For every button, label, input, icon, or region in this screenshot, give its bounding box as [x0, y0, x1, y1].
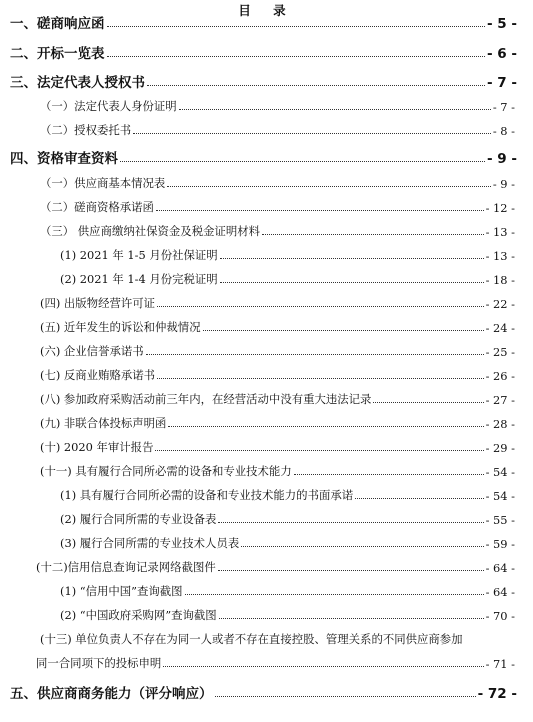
toc-entry[interactable]	[60, 607, 515, 623]
toc-entry-label: 二、开标一览表	[10, 46, 105, 62]
toc-entry[interactable]	[60, 271, 515, 287]
toc-entry-label: (十二)信用信息查询记录网络截图件	[36, 560, 216, 574]
toc-entry[interactable]	[40, 391, 515, 407]
toc-entry-page: - 13 -	[485, 249, 515, 263]
toc-entry-page: - 6 -	[487, 46, 517, 62]
toc-entry[interactable]	[10, 42, 517, 62]
toc-entry-label: (2) 履行合同所需的专业设备表	[60, 512, 217, 526]
toc-entry-page: - 29 -	[485, 441, 515, 455]
dot-leader	[163, 665, 483, 667]
toc-entry-page: - 71 -	[485, 657, 515, 671]
toc-entry-label: (2) 2021 年 1-4 月份完税证明	[60, 272, 218, 286]
toc-entry[interactable]	[40, 439, 515, 455]
toc-entry-page: - 70 -	[485, 609, 515, 623]
toc-entry-page: - 13 -	[485, 225, 515, 239]
dot-leader	[262, 233, 484, 235]
toc-entry[interactable]	[10, 71, 517, 91]
toc-entry[interactable]	[60, 487, 515, 503]
toc-entry[interactable]	[40, 343, 515, 359]
toc-entry[interactable]	[40, 98, 515, 114]
dot-leader	[215, 695, 476, 697]
toc-entry[interactable]	[40, 367, 515, 383]
toc-entry-page: - 55 -	[485, 513, 515, 527]
dot-leader	[120, 160, 485, 162]
toc-entry-line[interactable]: (十三) 单位负责人不存在为同一人或者不存在直接控股、管理关系的不同供应商参加	[40, 632, 463, 646]
toc-entry-label: （二）授权委托书	[40, 123, 132, 137]
toc-entry-page: - 28 -	[485, 417, 515, 431]
toc-entry-label: (1) “信用中国”查询截图	[60, 584, 183, 598]
dot-leader	[168, 425, 483, 427]
toc-entry-page: - 72 -	[477, 686, 517, 702]
dot-leader	[220, 281, 484, 283]
toc-entry[interactable]	[60, 583, 515, 599]
dot-leader	[146, 353, 484, 355]
toc-entry-label: (1) 2021 年 1-5 月份社保证明	[60, 248, 218, 262]
toc-entry-page: - 64 -	[485, 561, 515, 575]
toc-entry-page: - 54 -	[485, 489, 515, 503]
toc-entry[interactable]	[40, 415, 515, 431]
toc-entry[interactable]	[40, 122, 515, 138]
dot-leader	[294, 473, 484, 475]
toc-entry-label: 一、磋商响应函	[10, 16, 105, 32]
toc-entry-label: （一）供应商基本情况表	[40, 176, 166, 190]
toc-entry-label: 五、供应商商务能力（评分响应）	[10, 686, 213, 702]
toc-entry-label: (四) 出版物经营许可证	[40, 296, 156, 310]
toc-entry-label: (八) 参加政府采购活动前三年内，在经营活动中没有重大违法记录	[40, 392, 372, 406]
toc-entry-page: - 26 -	[485, 369, 515, 383]
toc-entry-label: 同一合同项下的投标申明	[36, 656, 162, 670]
toc-entry-label: 三、法定代表人授权书	[10, 75, 145, 91]
toc-entry-page: - 64 -	[485, 585, 515, 599]
toc-entry-page: - 24 -	[485, 321, 515, 335]
toc-entry-page: - 5 -	[487, 16, 517, 32]
toc-entry-label: (九) 非联合体投标声明函	[40, 416, 167, 430]
toc-entry-page: - 54 -	[485, 465, 515, 479]
dot-leader	[179, 108, 491, 110]
toc-entry[interactable]	[60, 247, 515, 263]
dot-leader	[157, 377, 484, 379]
toc-entry-label: (1) 具有履行合同所必需的设备和专业技术能力的书面承诺	[60, 488, 354, 502]
toc-entry-label: 四、资格审查资料	[10, 151, 118, 167]
toc-entry-page: - 8 -	[492, 124, 515, 138]
toc-entry-label: （二）磋商资格承诺函	[40, 200, 154, 214]
toc-entry-page: - 7 -	[487, 75, 517, 91]
toc-entry-page: - 18 -	[485, 273, 515, 287]
toc-entry-page: - 7 -	[492, 100, 515, 114]
dot-leader	[355, 497, 483, 499]
toc-title: 目 录	[238, 3, 295, 18]
toc-entry-label: (十一) 具有履行合同所必需的设备和专业技术能力	[40, 464, 292, 478]
dot-leader	[373, 401, 483, 403]
toc-entry[interactable]	[36, 655, 515, 671]
toc-entry-label: (五) 近年发生的诉讼和仲裁情况	[40, 320, 201, 334]
toc-entry-label: （三） 供应商缴纳社保资金及税金证明材料	[40, 224, 261, 238]
toc-entry[interactable]	[36, 559, 515, 575]
toc-entry-label: (3) 履行合同所需的专业技术人员表	[60, 536, 240, 550]
dot-leader	[220, 257, 484, 259]
toc-entry[interactable]	[40, 199, 515, 215]
dot-leader	[241, 545, 483, 547]
dot-leader	[107, 25, 486, 27]
toc-entry-label: (2) “中国政府采购网”查询截图	[60, 608, 217, 622]
toc-entry[interactable]	[40, 175, 515, 191]
toc-entry-page: - 22 -	[485, 297, 515, 311]
toc-entry[interactable]	[10, 12, 517, 32]
toc-entry-label: （一）法定代表人身份证明	[40, 99, 177, 113]
dot-leader	[156, 209, 484, 211]
toc-entry[interactable]	[40, 295, 515, 311]
dot-leader	[133, 132, 491, 134]
dot-leader	[218, 521, 483, 523]
toc-entry-label: (六) 企业信誉承诺书	[40, 344, 144, 358]
toc-entry-page: - 59 -	[485, 537, 515, 551]
dot-leader	[203, 329, 484, 331]
dot-leader	[147, 84, 485, 86]
toc-entry-page: - 27 -	[485, 393, 515, 407]
toc-entry-label: (十) 2020 年审计报告	[40, 440, 154, 454]
toc-entry[interactable]	[40, 463, 515, 479]
dot-leader	[219, 617, 484, 619]
toc-entry[interactable]	[60, 511, 515, 527]
dot-leader	[107, 55, 486, 57]
toc-entry[interactable]	[10, 147, 517, 167]
toc-entry-page: - 9 -	[487, 151, 517, 167]
dot-leader	[167, 185, 491, 187]
toc-entry[interactable]	[40, 223, 515, 239]
toc-entry[interactable]	[10, 682, 517, 702]
toc-entry[interactable]	[40, 319, 515, 335]
dot-leader	[157, 305, 484, 307]
dot-leader	[155, 449, 483, 451]
toc-entry-page: - 25 -	[485, 345, 515, 359]
dot-leader	[185, 593, 484, 595]
toc-entry-page: - 9 -	[492, 177, 515, 191]
dot-leader	[218, 569, 484, 571]
toc-entry-page: - 12 -	[485, 201, 515, 215]
toc-entry[interactable]	[60, 535, 515, 551]
toc-entry-label: (七) 反商业贿赂承诺书	[40, 368, 156, 382]
